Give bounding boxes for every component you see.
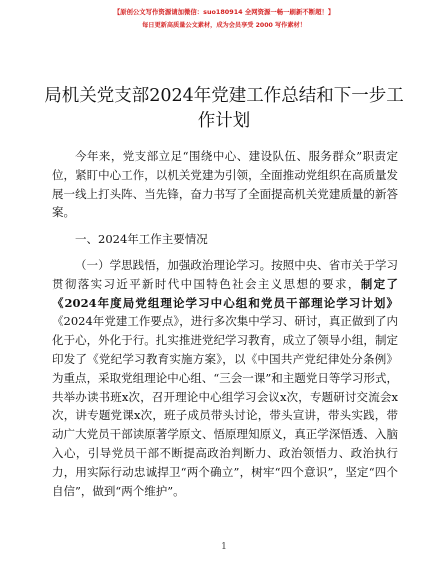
paragraph-text-lead: （一）学思践悟，加强政治理论学习。按照中央、省市关于学习贯彻落实习近平新时代中国特色社会主义思想的要求，	[52, 257, 398, 291]
section-heading: 一、2024年工作主要情况	[75, 232, 208, 247]
promo-banner	[0, 6, 448, 32]
document-title: 局机关党支部2024年党建工作总结和下一步工作计划	[44, 86, 404, 131]
promo-line-2: 每日更新高质量公文素材，成为会员享受 2000 写作素材！	[142, 22, 306, 29]
promo-line-1: 【原创公文写作资源请加微信：suo180914 全网资源一畅一刷新不断超！】	[113, 8, 335, 16]
paragraph-text-rest: 《2024年党建工作要点》，进行多次集中学习、研讨，真正做到了内化于心，外化于行。扎实推进党纪学习教育，成立了领导小组，制定印发了《党纪学习教育实施方案》，以《中国共产党纪律处分条例》为重点，采取党组理论中心组、“三会一课”和主题党日等学习形式，共举办读书班x次，召开理论中心组学习会议x次，专题研讨交流会x次，讲专题党课x次，班子成员带头讨论，带头宣讲，带头实践，带动广大党员干部读原著学原文、悟原理知原义，真正学深悟透、入脑入心，引导党员干部不断提高政治判断力、政治领悟力、政治执行力，用实际行动忠诚捍卫“两个确立”，树牢“四个意识”，坚定“四个自信”，做到“两个维护”。	[52, 314, 398, 498]
body-paragraph	[52, 256, 398, 500]
document-body	[52, 147, 398, 500]
page-number: 1	[221, 542, 227, 552]
paragraph-text-bold: 制定了《2024年度局党组理论学习中心组和党员干部理论学习计划》	[52, 276, 399, 310]
intro-paragraph: 今年来，党支部立足“围绕中心、建设队伍、服务群众”职责定位，紧盯中心工作，以机关党建为引领，全面推动党组织在高质量发展一线上打头阵、当先锋，奋力书写了全面提高机关党建质量的新答案。	[52, 149, 398, 220]
